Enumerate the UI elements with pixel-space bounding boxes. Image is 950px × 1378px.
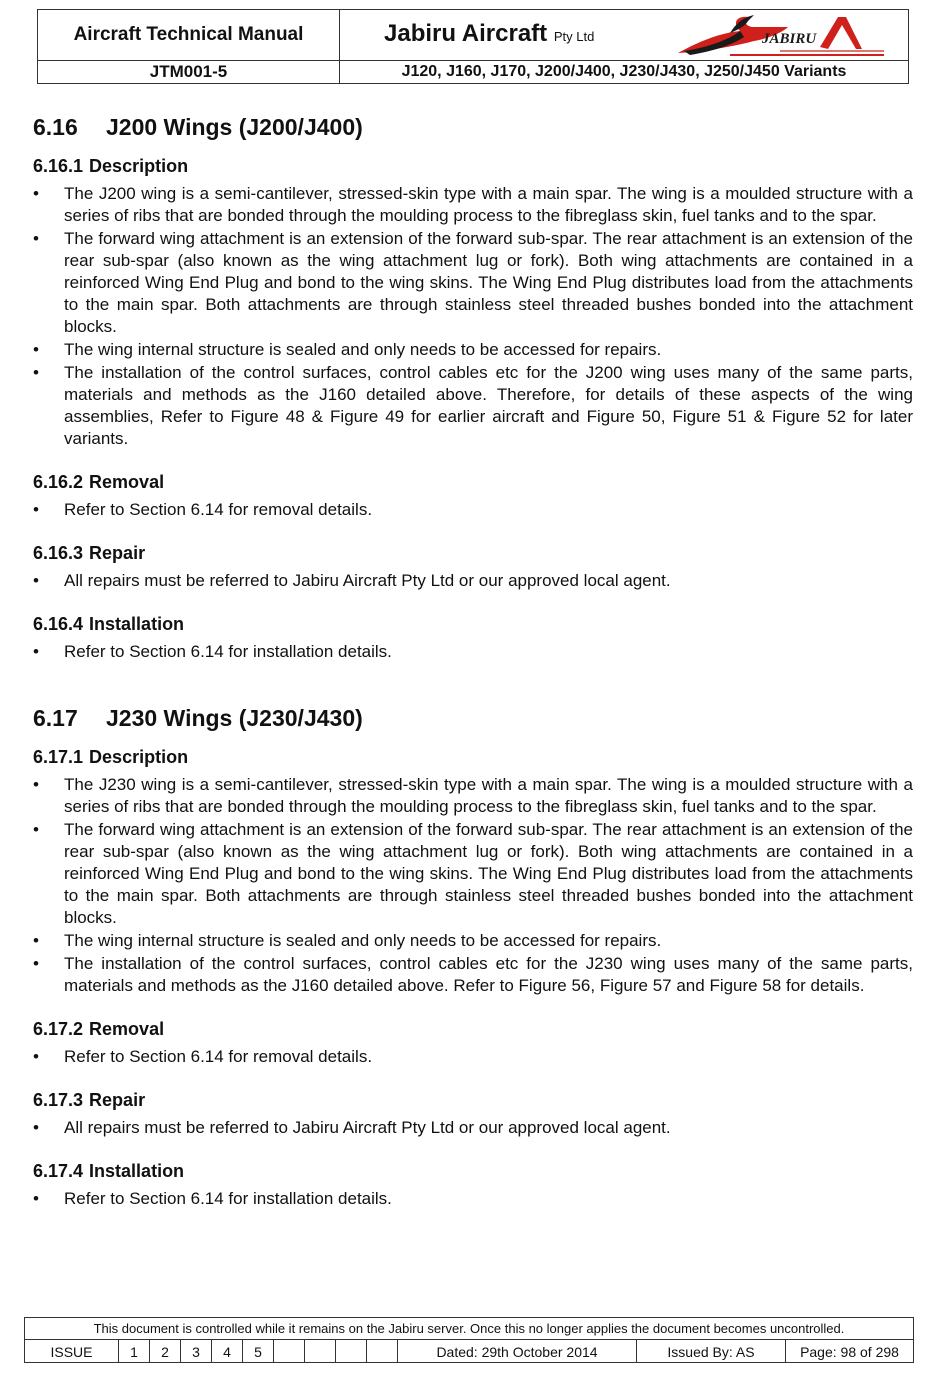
subsection-number: 6.16.1	[33, 156, 84, 176]
issue-cell	[305, 1340, 336, 1363]
list-item: • The wing internal structure is sealed and only needs to be accessed for repairs.	[33, 340, 662, 359]
list-item-text: The J200 wing is a semi-cantilever, stressed-skin type with a main spar. The wing is a moulded structure with a series of ribs that are bonded through the moulding process to the fibreglass skin, fuel tanks and to the spar.	[64, 184, 913, 225]
list-item-text: Refer to Section 6.14 for removal details.	[64, 1047, 373, 1066]
list-item-text: Refer to Section 6.14 for installation details.	[64, 642, 392, 661]
subsection-heading	[33, 470, 913, 494]
bullet-list	[33, 774, 913, 997]
header-bottom-row	[38, 60, 908, 84]
issue-label: ISSUE	[25, 1340, 119, 1363]
bullet-list	[33, 499, 913, 521]
list-item: • The wing internal structure is sealed and only needs to be accessed for repairs.	[33, 931, 662, 950]
subsection-number: 6.17.3	[33, 1090, 84, 1110]
list-item-text: Refer to Section 6.14 for installation details.	[64, 1189, 392, 1208]
subsection-heading	[33, 1017, 913, 1041]
subsection-number: 6.17.1	[33, 747, 84, 767]
list-item: • Refer to Section 6.14 for removal details.	[33, 1047, 373, 1066]
list-item-text: The installation of the control surfaces, control cables etc for the J200 wing uses many of the same parts, materials and methods as the J160 detailed above. Therefore, for details of these aspects of the wing assemblies, Refer to Figure 48 & Figure 49 for earlier aircraft and Figure 50, Figure 51 & Figure 52 for later variants.	[64, 363, 913, 448]
footer-issue-row	[25, 1340, 913, 1363]
subsection-number: 6.16.2	[33, 472, 84, 492]
section-title: J200 Wings (J200/J400)	[106, 114, 363, 140]
subsection-heading	[33, 1159, 913, 1183]
issue-cell: 1	[119, 1340, 150, 1363]
list-item: • Refer to Section 6.14 for installation details.	[33, 1189, 392, 1208]
list-item-text: The installation of the control surfaces, control cables etc for the J230 wing uses many of the same parts, materials and methods as the J160 detailed above. Refer to Figure 56, Figure 57 and Figure 58 for details.	[64, 954, 913, 995]
bullet-list	[33, 641, 913, 663]
section-number: 6.17	[33, 705, 78, 731]
bullet-list	[33, 183, 913, 450]
page-number: Page: 98 of 298	[800, 1343, 899, 1360]
section-number: 6.16	[33, 114, 78, 140]
issue-cell	[367, 1340, 398, 1363]
list-item-text: The J230 wing is a semi-cantilever, stressed-skin type with a main spar. The wing is a moulded structure with a series of ribs that are bonded through the moulding process to the fibreglass skin, fuel tanks and to the spar.	[64, 775, 913, 816]
bullet-list	[33, 570, 913, 592]
subsection-number: 6.17.4	[33, 1161, 84, 1181]
manual-title: Aircraft Technical Manual	[38, 10, 340, 60]
subsection-title: Installation	[89, 1161, 185, 1181]
bullet-list	[33, 1188, 913, 1210]
subsection-number: 6.17.2	[33, 1019, 84, 1039]
jabiru-logo	[670, 11, 886, 59]
bullet-list	[33, 1046, 913, 1068]
list-item: • Refer to Section 6.14 for removal details.	[33, 500, 373, 519]
company-cell	[340, 10, 908, 60]
subsection-heading	[33, 745, 913, 769]
section-title: J230 Wings (J230/J430)	[106, 705, 363, 731]
document-header	[37, 9, 909, 84]
list-item-text: The forward wing attachment is an extension of the forward sub-spar. The rear attachment is an extension of the rear sub-spar (also known as the wing attachment lug or fork). Both wing attachments are contained in a reinforced Wing End Plug and bond to the wing skins. The Wing End Plug distributes load from the attachments to the main spar. Both attachments are through stainless steel threaded bushes bonded into the attachment blocks.	[64, 229, 913, 336]
subsection-title: Repair	[89, 1090, 146, 1110]
list-item: • The J230 wing is a semi-cantilever, stressed-skin type with a main spar. The wing is a moulded structure with a series of ribs that are bonded through the moulding process to the fibreglass skin, fuel tanks and to the spar.	[33, 775, 913, 816]
subsection-title: Removal	[89, 472, 165, 492]
list-item: • All repairs must be referred to Jabiru Aircraft Pty Ltd or our approved local agent.	[33, 1118, 671, 1137]
subsection-title: Description	[89, 747, 189, 767]
list-item-text: The wing internal structure is sealed and only needs to be accessed for repairs.	[64, 340, 662, 359]
list-item-text: Refer to Section 6.14 for removal details.	[64, 500, 373, 519]
doc-number: JTM001-5	[38, 60, 340, 84]
svg-text:JABIRU: JABIRU	[762, 31, 817, 47]
subsection-heading	[33, 1088, 913, 1112]
list-item: • Refer to Section 6.14 for installation details.	[33, 642, 392, 661]
list-item-text: The wing internal structure is sealed and only needs to be accessed for repairs.	[64, 931, 662, 950]
company-suffix: Pty Ltd	[553, 29, 595, 44]
issue-cell: 2	[150, 1340, 181, 1363]
list-item: • The installation of the control surfaces, control cables etc for the J200 wing uses many of the same parts, materials and methods as the J160 detailed above. Therefore, for details of these aspects of the wing assemblies, Refer to Figure 48 & Figure 49 for earlier aircraft and Figure 50, Figure 51 & Figure 52 for later variants.	[33, 363, 913, 448]
issue-cell	[274, 1340, 305, 1363]
dated: Dated: 29th October 2014	[398, 1340, 637, 1363]
subsection-title: Installation	[89, 614, 185, 634]
subsection-title: Description	[89, 156, 189, 176]
company-name	[384, 20, 594, 48]
list-item: • The forward wing attachment is an extension of the forward sub-spar. The rear attachment is an extension of the rear sub-spar (also known as the wing attachment lug or fork). Both wing attachments are contained in a reinforced Wing End Plug and bond to the wing skins. The Wing End Plug distributes load from the attachments to the main spar. Both attachments are through stainless steel threaded bushes bonded into the attachment blocks.	[33, 229, 913, 336]
issued-by: Issued By: AS	[637, 1340, 786, 1363]
subsection-heading	[33, 541, 913, 565]
list-item-text: All repairs must be referred to Jabiru Aircraft Pty Ltd or our approved local agent.	[64, 1118, 671, 1137]
list-item-text: All repairs must be referred to Jabiru Aircraft Pty Ltd or our approved local agent.	[64, 571, 671, 590]
list-item: • The J200 wing is a semi-cantilever, stressed-skin type with a main spar. The wing is a moulded structure with a series of ribs that are bonded through the moulding process to the fibreglass skin, fuel tanks and to the spar.	[33, 184, 913, 225]
list-item-text: The forward wing attachment is an extension of the forward sub-spar. The rear attachment is an extension of the rear sub-spar (also known as the wing attachment lug or fork). Both wing attachments are contained in a reinforced Wing End Plug and bond to the wing skins. The Wing End Plug distributes load from the attachments to the main spar. Both attachments are through stainless steel threaded bushes bonded into the attachment blocks.	[64, 820, 913, 927]
variants: J120, J160, J170, J200/J400, J230/J430, J250/J450 Variants	[401, 63, 847, 80]
section-heading	[33, 699, 913, 737]
subsection-number: 6.16.3	[33, 543, 84, 563]
control-note: This document is controlled while it remains on the Jabiru server. Once this no longer applies the document becomes uncontrolled.	[25, 1318, 913, 1340]
header-top-row	[38, 10, 908, 61]
list-item: • All repairs must be referred to Jabiru Aircraft Pty Ltd or our approved local agent.	[33, 571, 671, 590]
issue-cell: 3	[181, 1340, 212, 1363]
company-name-text: Jabiru Aircraft	[384, 20, 548, 47]
document-body	[33, 108, 913, 1210]
bullet-list	[33, 1117, 913, 1139]
document-footer	[24, 1317, 914, 1363]
list-item: • The forward wing attachment is an extension of the forward sub-spar. The rear attachment is an extension of the rear sub-spar (also known as the wing attachment lug or fork). Both wing attachments are contained in a reinforced Wing End Plug and bond to the wing skins. The Wing End Plug distributes load from the attachments to the main spar. Both attachments are through stainless steel threaded bushes bonded into the attachment blocks.	[33, 820, 913, 927]
issue-cell: 4	[212, 1340, 243, 1363]
subsection-title: Removal	[89, 1019, 165, 1039]
list-item: • The installation of the control surfaces, control cables etc for the J230 wing uses many of the same parts, materials and methods as the J160 detailed above. Refer to Figure 56, Figure 57 and Figure 58 for details.	[33, 954, 913, 995]
subsection-title: Repair	[89, 543, 146, 563]
issue-cell	[336, 1340, 367, 1363]
subsection-number: 6.16.4	[33, 614, 84, 634]
subsection-heading	[33, 154, 913, 178]
subsection-heading	[33, 612, 913, 636]
section-heading	[33, 108, 913, 146]
issue-cell: 5	[243, 1340, 274, 1363]
